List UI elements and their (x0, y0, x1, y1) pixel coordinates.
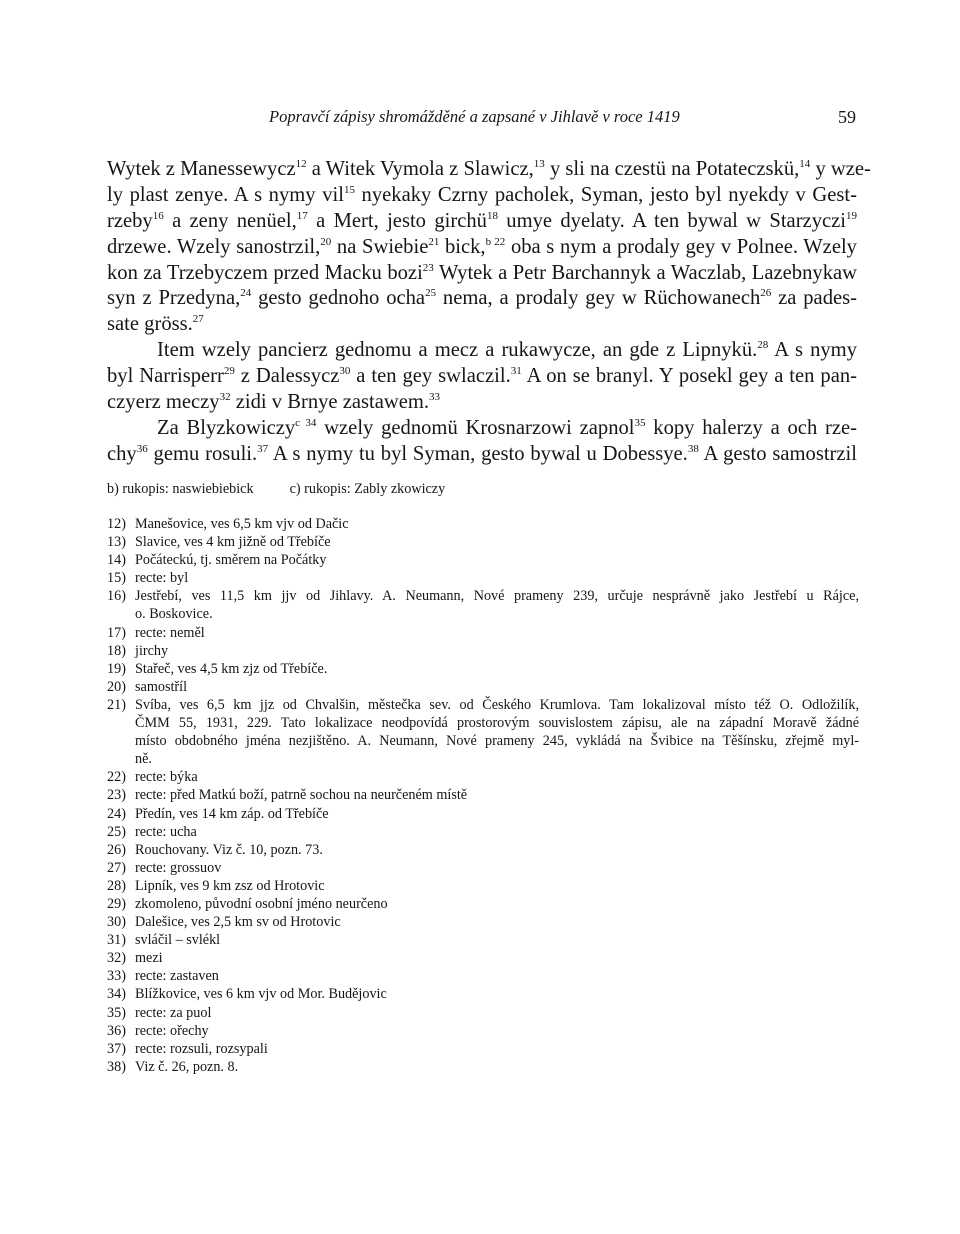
footnote (107, 587, 859, 623)
text-run: rzeby (107, 209, 153, 232)
footnote-number: 32) (107, 950, 126, 967)
footnote-line: recte: zastaven (135, 968, 219, 985)
footnote-ref: 16 (152, 209, 164, 222)
footnote-line: Jestřebí, ves 11,5 km jjv od Jihlavy. A. Neumann, Nové prameny 239, určuje nesprávně jako Jestřebí u Rájce, (135, 588, 859, 605)
text-line (107, 286, 857, 312)
text-run: Wytek z Manessewycz (107, 158, 296, 180)
footnote (107, 1004, 859, 1022)
text-run: Wytek a Petr Barchannyk a Waczlab, Lazebnykaw (433, 261, 857, 284)
footnote-text (135, 913, 859, 931)
footnote-text (135, 624, 859, 642)
footnote (107, 1058, 859, 1076)
text-run: chy (107, 442, 137, 465)
footnote-ref: 29 (223, 365, 235, 378)
text-run: nyekaky Czrny pacholek, Syman, jesto byl nyekdy v Gest- (354, 183, 857, 206)
text-line (107, 261, 857, 287)
footnote-ref: 12 (295, 158, 307, 170)
footnote (107, 624, 859, 642)
footnote (107, 642, 859, 660)
footnote (107, 841, 859, 859)
footnote-text (135, 678, 859, 696)
text-run: zidi v Brnye zastawem. (230, 391, 430, 414)
footnote-number: 16) (107, 588, 126, 605)
text-run: a Mert, jesto girchü (307, 209, 487, 232)
footnote-line: recte: ucha (135, 823, 197, 840)
footnote-line: Předín, ves 14 km záp. od Třebíče (135, 805, 329, 822)
text-line (107, 416, 857, 442)
footnote-ref: 19 (846, 209, 857, 222)
text-run: ly plast zenye. A s nymy vil (107, 183, 344, 206)
footnote-number: 14) (107, 552, 126, 569)
footnote (107, 895, 859, 913)
footnote-ref: 17 (296, 209, 308, 222)
footnote-number: 28) (107, 877, 126, 894)
variant-note: b) rukopis: naswiebiebick (107, 481, 254, 497)
footnote-line: Rouchovany. Viz č. 10, pozn. 73. (135, 841, 323, 858)
footnote-number: 12) (107, 516, 126, 532)
text-run: A on se branyl. Y posekl gey a ten pan- (521, 365, 857, 388)
footnote (107, 823, 859, 841)
footnote-ref: 25 (425, 287, 437, 300)
text-run: y sli na czestü na Potateczskü, (544, 158, 800, 180)
text-run: A gesto samostrzil (698, 442, 857, 465)
footnote-ref: 14 (799, 158, 811, 170)
footnote (107, 805, 859, 823)
text-run: gemu rosuli. (147, 442, 258, 465)
footnote-line: recte: za puol (135, 1004, 212, 1021)
text-run: nema, a prodaly gey w Rüchowanech (436, 287, 761, 310)
footnote-line: samostříl (135, 678, 188, 695)
footnote (107, 533, 859, 551)
footnote-ref: 32 (219, 391, 231, 404)
text-line (107, 209, 857, 235)
footnote-text (135, 841, 859, 859)
footnote (107, 877, 859, 895)
footnote (107, 985, 859, 1003)
footnote-line: Slavice, ves 4 km jižně od Třebíče (135, 534, 331, 551)
text-run: y wze- (810, 158, 871, 180)
footnote-text (135, 533, 859, 551)
text-line (107, 364, 857, 390)
footnote-ref: c 34 (295, 416, 317, 429)
footnote (107, 696, 859, 768)
footnote-number: 38) (107, 1058, 126, 1075)
footnote-number: 35) (107, 1004, 126, 1021)
footnote-text (135, 931, 859, 949)
footnote-line: jirchy (135, 642, 169, 659)
text-run: Item wzely pancierz gednomu a mecz a rukawycze, an gde z Lipnykü. (157, 339, 758, 362)
footnote-ref: 23 (422, 261, 434, 274)
footnote-number: 29) (107, 895, 126, 912)
footnote-line: Viz č. 26, pozn. 8. (135, 1058, 239, 1075)
footnote-line: Svíba, ves 6,5 km jjz od Chvalšin, městečka sev. od Českého Krumlova. Tam lokalizoval místo též O. Odložilík, (135, 696, 859, 713)
footnote-text (135, 515, 859, 533)
footnote-text (135, 1004, 859, 1022)
footnote-line: Blížkovice, ves 6 km vjv od Mor. Budějovic (135, 986, 387, 1003)
footnote-ref: 15 (343, 183, 355, 196)
footnote-line: mezi (135, 950, 163, 967)
footnote-line: recte: ořechy (135, 1022, 209, 1039)
text-line (107, 338, 857, 364)
text-run: syn z Przedyna, (107, 287, 241, 310)
footnote-text (135, 877, 859, 895)
text-run: A s nymy tu byl Syman, gesto bywal u Dobessye. (268, 442, 688, 465)
footnote-ref: 38 (687, 442, 699, 455)
text-run: A s nymy (768, 339, 857, 362)
footnote-line: svláčil – svlékl (135, 932, 221, 949)
footnote-line: o. Boskovice. (135, 606, 213, 623)
footnote-ref: 21 (428, 235, 440, 248)
text-line (107, 390, 857, 416)
footnote (107, 1022, 859, 1040)
footnote-text (135, 786, 859, 804)
text-run: oba s nym a prodaly gey v Polnee. Wzely (505, 235, 857, 258)
footnote-line: recte: byl (135, 570, 189, 587)
text-run: z Dalessycz (234, 365, 340, 388)
footnote-text (135, 859, 859, 877)
text-run: kon za Trzebyczem przed Macku bozi (107, 261, 423, 284)
footnote-number: 33) (107, 968, 126, 985)
footnote-ref: 20 (320, 235, 332, 248)
footnote-line: Dalešice, ves 2,5 km sv od Hrotovic (135, 914, 341, 931)
footnote-text (135, 642, 859, 660)
running-head (0, 107, 960, 129)
footnote-text (135, 1040, 859, 1058)
text-line (107, 235, 857, 261)
text-run: a Witek Vymola z Slawicz, (306, 158, 534, 180)
text-line (107, 442, 857, 468)
footnote-line: Počáteckú, tj. směrem na Počátky (135, 552, 327, 569)
footnote-text (135, 569, 859, 587)
footnote-number: 20) (107, 678, 126, 695)
footnote (107, 931, 859, 949)
footnote-text (135, 895, 859, 913)
footnote (107, 786, 859, 804)
footnote-number: 27) (107, 859, 126, 876)
footnote-line: Manešovice, ves 6,5 km vjv od Dačic (135, 516, 349, 532)
text-run: bick, (439, 235, 486, 258)
footnote-line: recte: neměl (135, 624, 205, 641)
variant-note: c) rukopis: Zably zkowiczy (289, 481, 446, 497)
text-run: a zeny nenüel, (163, 209, 297, 232)
footnote (107, 678, 859, 696)
footnote-text (135, 949, 859, 967)
text-run: gesto gednoho ocha (251, 287, 426, 310)
footnote-ref: 24 (240, 287, 252, 300)
text-run: byl Narrisperr (107, 365, 224, 388)
footnote-number: 36) (107, 1022, 126, 1039)
footnote (107, 515, 859, 533)
footnote-text (135, 551, 859, 569)
footnote (107, 967, 859, 985)
footnote-ref: 13 (533, 158, 545, 170)
footnote-ref: 36 (136, 442, 148, 455)
footnote-text (135, 823, 859, 841)
footnote-text (135, 1058, 859, 1076)
main-text (107, 157, 871, 468)
textual-variants (107, 481, 445, 498)
footnote-ref: 35 (634, 416, 646, 429)
text-run: czyerz meczy (107, 391, 220, 414)
footnote (107, 569, 859, 587)
footnote-text (135, 587, 859, 623)
footnote-text (135, 1022, 859, 1040)
footnote-number: 22) (107, 769, 126, 786)
text-run: kopy halerzy a och rze- (645, 416, 857, 439)
text-run: drzewe. Wzely sanostrzil, (107, 235, 321, 258)
footnote-ref: 33 (429, 391, 441, 404)
footnote-number: 18) (107, 642, 126, 659)
text-run: Za Blyzkowiczy (157, 416, 296, 439)
footnote-ref: 37 (257, 442, 269, 455)
footnote-ref: 27 (192, 313, 204, 326)
footnote-line: recte: rozsuli, rozsypali (135, 1040, 268, 1057)
footnote (107, 551, 859, 569)
footnote-number: 24) (107, 805, 126, 822)
footnote-number: 21) (107, 696, 126, 713)
text-run: sate gröss. (107, 313, 193, 336)
footnote-line: recte: býka (135, 769, 198, 786)
text-run: a ten gey swlaczil. (350, 365, 511, 388)
footnote-number: 25) (107, 823, 126, 840)
footnote-number: 31) (107, 932, 126, 949)
text-run: wzely gednomü Krosnarzowi zapnol (316, 416, 635, 439)
footnote (107, 1040, 859, 1058)
footnote-number: 37) (107, 1040, 126, 1057)
footnote-text (135, 985, 859, 1003)
footnote-line: ně. (135, 751, 152, 768)
footnote-number: 13) (107, 534, 126, 551)
footnote-number: 30) (107, 914, 126, 931)
footnote-ref: 30 (339, 365, 351, 378)
footnote-number: 23) (107, 787, 126, 804)
footnote-ref: 26 (760, 287, 772, 300)
footnote-ref: 31 (510, 365, 522, 378)
footnote (107, 949, 859, 967)
footnote-ref: 18 (486, 209, 498, 222)
text-run: umye dyelaty. A ten bywal w Starzyczi (497, 209, 846, 232)
footnote-number: 34) (107, 986, 126, 1003)
text-line (107, 157, 871, 183)
running-title: Popravčí zápisy shromážděné a zapsané v Jihlavě v roce 1419 (269, 107, 680, 126)
footnote-line: ČMM 55, 1931, 229. Tato lokalizace neodpovídá prostorovým souvislostem zápisu, ale na západní Moravě žádné (135, 715, 859, 732)
footnote (107, 768, 859, 786)
footnote-number: 19) (107, 660, 126, 677)
footnote (107, 913, 859, 931)
footnote-text (135, 660, 859, 678)
footnote (107, 660, 859, 678)
footnote-line: zkomoleno, původní osobní jméno neurčeno (135, 895, 388, 912)
footnote-ref: b 22 (485, 235, 506, 248)
footnote-line: recte: před Matkú boží, patrně sochou na neurčeném místě (135, 787, 468, 804)
footnote (107, 859, 859, 877)
footnote-line: Stařeč, ves 4,5 km zjz od Třebíče. (135, 660, 328, 677)
footnote-line: Lipník, ves 9 km zsz od Hrotovic (135, 877, 325, 894)
footnote-text (135, 805, 859, 823)
footnote-line: místo obdobného jména nezjištěno. A. Neumann, Nové prameny 245, vykládá na Švibice na Těšínsku, zřejmě myl- (135, 733, 859, 750)
footnote-line: recte: grossuov (135, 859, 222, 876)
text-run: za pades- (771, 287, 858, 310)
footnote-number: 15) (107, 570, 126, 587)
page-number: 59 (838, 107, 856, 127)
footnote-ref: 28 (757, 339, 769, 352)
text-run: na Swiebie (331, 235, 429, 258)
footnote-text (135, 768, 859, 786)
footnote-text (135, 696, 859, 768)
text-line (107, 183, 857, 209)
footnote-number: 26) (107, 841, 126, 858)
text-line (107, 312, 857, 338)
footnote-number: 17) (107, 624, 126, 641)
footnote-text (135, 967, 859, 985)
footnotes (107, 515, 859, 1076)
